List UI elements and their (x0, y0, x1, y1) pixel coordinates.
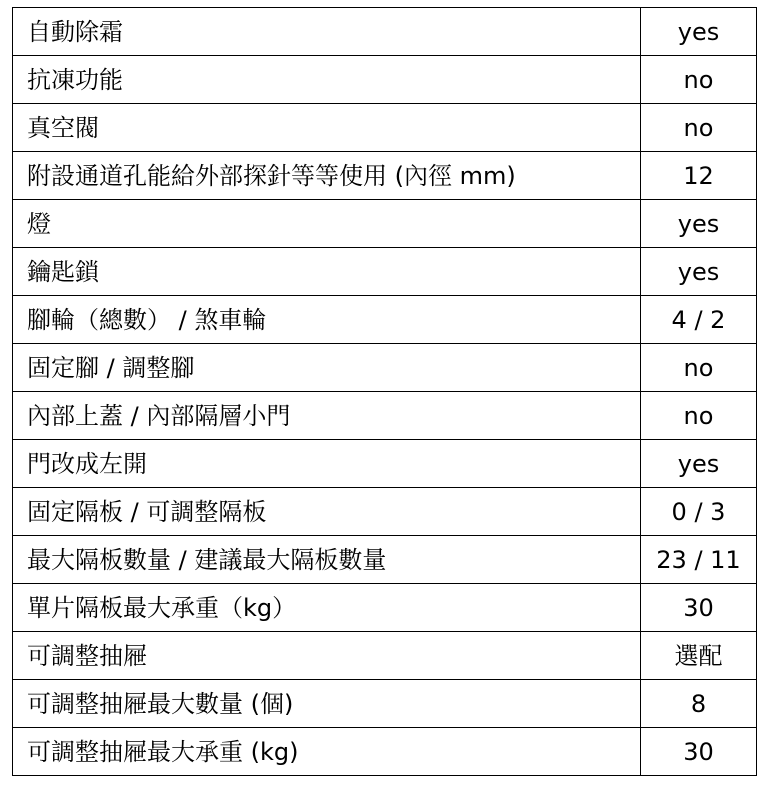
table-row (13, 728, 757, 776)
row-label: 抗凍功能 (13, 56, 641, 104)
row-value: 12 (641, 152, 757, 200)
table-row (13, 440, 757, 488)
row-label: 固定隔板 / 可調整隔板 (13, 488, 641, 536)
table-row (13, 632, 757, 680)
row-value: no (641, 56, 757, 104)
row-value: yes (641, 8, 757, 56)
table-row (13, 56, 757, 104)
row-label: 固定腳 / 調整腳 (13, 344, 641, 392)
row-value: yes (641, 440, 757, 488)
row-value: 8 (641, 680, 757, 728)
row-value: 4 / 2 (641, 296, 757, 344)
row-value: 23 / 11 (641, 536, 757, 584)
spec-table-body (13, 8, 757, 776)
row-value: no (641, 392, 757, 440)
row-label: 可調整抽屜 (13, 632, 641, 680)
table-row (13, 104, 757, 152)
row-value: yes (641, 248, 757, 296)
table-row (13, 536, 757, 584)
row-value: no (641, 104, 757, 152)
row-label: 門改成左開 (13, 440, 641, 488)
row-label: 內部上蓋 / 內部隔層小門 (13, 392, 641, 440)
row-value: 30 (641, 728, 757, 776)
row-value: 選配 (641, 632, 757, 680)
row-label: 鑰匙鎖 (13, 248, 641, 296)
row-label: 燈 (13, 200, 641, 248)
row-label: 最大隔板數量 / 建議最大隔板數量 (13, 536, 641, 584)
table-row (13, 200, 757, 248)
table-row (13, 680, 757, 728)
table-row (13, 344, 757, 392)
table-row (13, 392, 757, 440)
row-value: no (641, 344, 757, 392)
row-label: 可調整抽屜最大承重 (kg) (13, 728, 641, 776)
row-value: yes (641, 200, 757, 248)
spec-table (12, 7, 757, 776)
row-label: 附設通道孔能給外部探針等等使用 (內徑 mm) (13, 152, 641, 200)
row-label: 自動除霜 (13, 8, 641, 56)
row-value: 30 (641, 584, 757, 632)
table-row (13, 248, 757, 296)
row-label: 腳輪（總數） / 煞車輪 (13, 296, 641, 344)
table-row (13, 488, 757, 536)
row-label: 單片隔板最大承重（kg） (13, 584, 641, 632)
row-label: 真空閥 (13, 104, 641, 152)
row-label: 可調整抽屜最大數量 (個) (13, 680, 641, 728)
table-row (13, 296, 757, 344)
table-row (13, 152, 757, 200)
row-value: 0 / 3 (641, 488, 757, 536)
table-row (13, 8, 757, 56)
table-row (13, 584, 757, 632)
